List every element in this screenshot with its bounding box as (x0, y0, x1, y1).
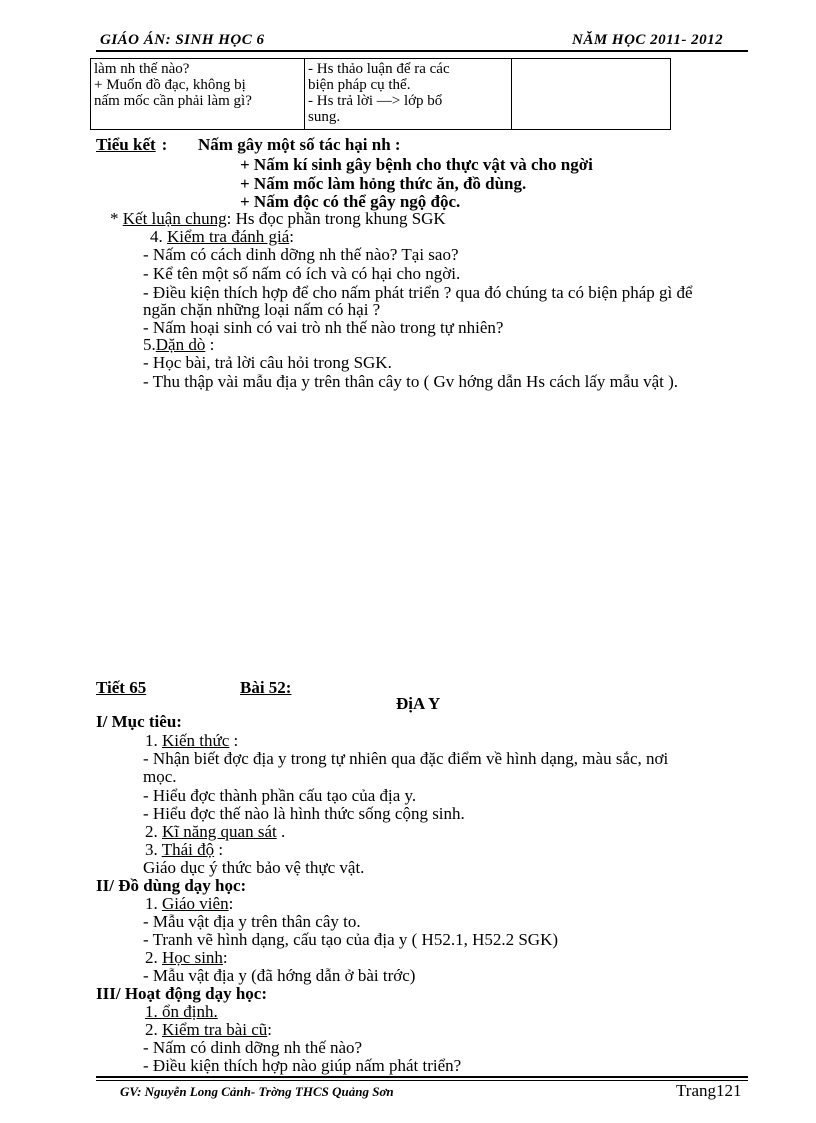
dando-item: - Học bài, trả lời câu hỏi trong SGK. (143, 353, 392, 372)
header-left: GIÁO ÁN: SINH HỌC 6 (100, 32, 265, 48)
hs-item: - Mẫu vật địa y (đã hớng dẫn ở bài trớc) (143, 966, 416, 985)
kiemtra-item: - Kể tên một số nấm có ích và có hại cho ngời. (143, 264, 461, 283)
kienthuc-label: Kiến thức (162, 731, 230, 750)
gv-label: Giáo viên (162, 894, 229, 913)
tieuket-colon: : (161, 135, 168, 154)
table-cell-student (305, 59, 512, 130)
hs-colon: : (222, 948, 228, 967)
kienthuc-heading (145, 731, 238, 750)
lesson-bai: Bài 52: (240, 678, 292, 697)
kiemtra-heading (150, 227, 294, 246)
kienthuc-item: - Hiểu đợc thành phần cấu tạo của địa y. (143, 786, 417, 805)
ktbc-item: - Điều kiện thích hợp nào giúp nấm phát triển? (143, 1056, 462, 1075)
thaido-num: 3. (145, 840, 162, 859)
table-line: biện pháp cụ thể. (308, 77, 411, 93)
hoatdong-label: III/ Hoạt động dạy học: (96, 984, 267, 1003)
ketluan-star: * (110, 209, 123, 228)
lesson-title: ĐịA Y (396, 694, 441, 713)
footer-page-label: Trang (676, 1081, 716, 1100)
kienthuc-item: - Hiểu đợc thế nào là hình thức sống cộng sinh. (143, 804, 465, 823)
kinang-label: Kĩ năng quan sát (162, 822, 277, 841)
kinang-heading (145, 822, 285, 841)
muctieu-heading (96, 712, 182, 731)
kiemtra-item: - Nấm có cách dinh dỡng nh thế nào? Tại sao? (143, 245, 459, 264)
tieuket-label: Tiểu kết (96, 135, 156, 154)
hs-heading (145, 948, 228, 967)
table-cell-teacher (91, 59, 305, 130)
table-line: - Hs thảo luận để ra các (308, 61, 450, 77)
tieuket-item: + Nấm mốc làm hỏng thức ăn, đồ dùng. (240, 174, 527, 193)
tieuket-line (96, 135, 167, 154)
footer-page (676, 1081, 742, 1101)
kiemtra-colon: : (289, 227, 294, 246)
kienthuc-item: - Nhận biết đợc địa y trong tự nhiên qua đặc điểm về hình dạng, màu sắc, nơi (143, 749, 669, 768)
ktbc-item: - Nấm có dinh dỡng nh thế nào? (143, 1038, 363, 1057)
ketluan-text: : Hs đọc phần trong khung SGK (226, 209, 446, 228)
dando-label: Dặn dò (155, 335, 206, 354)
kiemtra-item: ngăn chặn những loại nấm có hại ? (143, 300, 381, 319)
hoatdong-heading (96, 984, 267, 1003)
ketluan-label: Kết luận chung (122, 209, 227, 228)
table-line: - Hs trả lời —> lớp bổ (308, 93, 443, 109)
lesson-tiet: Tiết 65 (96, 678, 147, 697)
thaido-heading (145, 840, 223, 859)
ondinh-heading: 1. ổn định. (145, 1002, 218, 1021)
dodung-heading (96, 876, 246, 895)
table-line: sung. (308, 109, 341, 125)
dando-heading (143, 335, 214, 354)
footer-rule-bottom (96, 1080, 748, 1081)
muctieu-label: I/ Mục tiêu: (96, 712, 182, 731)
table-line: làm nh thế nào? (94, 61, 190, 77)
dando-item: - Thu thập vài mẫu địa y trên thân cây to ( Gv hớng dẫn Hs cách lấy mẫu vật ). (143, 372, 679, 391)
activity-table (90, 58, 671, 130)
footer-author: GV: Nguyễn Long Cảnh- Trờng THCS Quảng Sơn (120, 1084, 394, 1099)
ktbc-heading (145, 1020, 272, 1039)
dando-num: 5. (143, 335, 156, 354)
kiemtra-item: - Điều kiện thích hợp để cho nấm phát triển ? qua đó chúng ta có biện pháp gì để (143, 283, 693, 302)
thaido-label: Thái độ (161, 840, 215, 859)
footer-page-num: 121 (716, 1081, 742, 1100)
gv-heading (145, 894, 233, 913)
kinang-num: 2. (145, 822, 162, 841)
gv-item: - Mẫu vật địa y trên thân cây to. (143, 912, 361, 931)
tieuket-item: + Nấm kí sinh gây bệnh cho thực vật và cho ngời (240, 155, 593, 174)
hs-num: 2. (145, 948, 162, 967)
kiemtra-label: Kiểm tra đánh giá (167, 227, 290, 246)
kiemtra-item: - Nấm hoại sinh có vai trò nh thế nào trong tự nhiên? (143, 318, 504, 337)
hs-label: Học sinh (162, 948, 223, 967)
gv-colon: : (228, 894, 234, 913)
kinang-tail: . (276, 822, 286, 841)
dodung-label: II/ Đồ dùng dạy học: (96, 876, 247, 895)
header-rule (96, 50, 748, 52)
header-right: NĂM HỌC 2011- 2012 (572, 32, 724, 48)
ktbc-num: 2. (145, 1020, 162, 1039)
thaido-text: Giáo dục ý thức bảo vệ thực vật. (143, 858, 365, 877)
tieuket-intro: Nấm gây một số tác hại nh : (198, 135, 401, 154)
footer-rule-top (96, 1076, 748, 1078)
ketluan-line (110, 209, 446, 228)
kiemtra-num: 4. (150, 227, 167, 246)
tieuket-item: + Nấm độc có thể gây ngộ độc. (240, 192, 461, 211)
ktbc-label: Kiểm tra bài cũ (162, 1020, 268, 1039)
ktbc-colon: : (267, 1020, 272, 1039)
kienthuc-colon: : (229, 731, 239, 750)
kienthuc-item: mọc. (143, 767, 177, 786)
table-cell-notes (512, 59, 671, 130)
dando-colon: : (205, 335, 215, 354)
kienthuc-num: 1. (145, 731, 162, 750)
table-line: + Muốn đồ đạc, không bị (94, 77, 246, 93)
thaido-colon: : (214, 840, 224, 859)
table-line: nấm mốc cần phải làm gì? (94, 93, 252, 109)
gv-item: - Tranh vẽ hình dạng, cấu tạo của địa y ( H52.1, H52.2 SGK) (143, 930, 559, 949)
gv-num: 1. (145, 894, 162, 913)
